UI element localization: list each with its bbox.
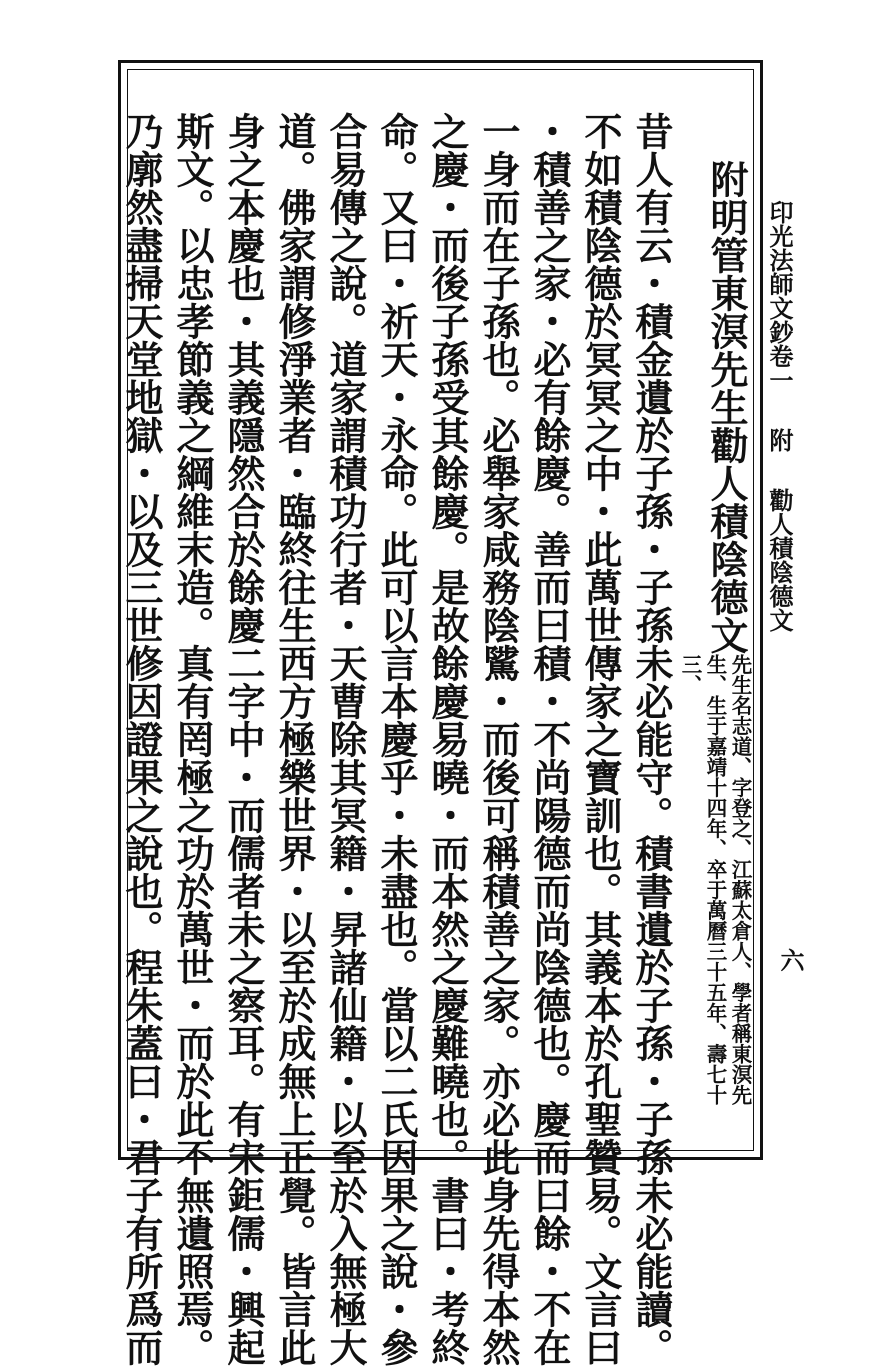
text-column: 道。佛家謂修淨業者・臨終往生西方極樂世界・以至於成無上正覺。皆言此 bbox=[272, 112, 317, 1366]
text-column: 斯文。以忠孝節義之綱維末造。真有罔極之功於萬世・而於此不無遺照焉。 bbox=[170, 112, 215, 1366]
text-column: 合易傳之說。道家謂積功行者・天曹除其冥籍・昇諸仙籍・以至於入無極大 bbox=[323, 112, 368, 1366]
page-number: 六 bbox=[776, 948, 805, 972]
chapter-title: 勸人積陰德文 bbox=[765, 488, 794, 632]
text-column: 不如積陰德於冥冥之中・此萬世傳家之寶訓也。其義本於孔聖贊易。文言曰 bbox=[578, 112, 623, 1366]
text-column: ・積善之家・必有餘慶。善而曰積・不尚陽德而尚陰德也。慶而曰餘・不在 bbox=[527, 112, 572, 1366]
text-column: 一身而在子孫也。必舉家咸務陰騭・而後可稱積善之家。亦必此身先得本然 bbox=[476, 112, 521, 1366]
author-note: 先生名志道、字登之、江蘇太倉人、學者稱東溟先生、生于嘉靖十四年、卒于萬曆三十五年、壽七十三、 bbox=[678, 654, 752, 1105]
text-column: 身之本慶也・其義隱然合於餘慶二字中・而儒者未之察耳。有宋鉅儒・興起 bbox=[221, 112, 266, 1366]
essay-title: 附明管東溟先生勸人積陰德文 bbox=[704, 160, 749, 654]
book-title: 印光法師文鈔卷一 bbox=[765, 200, 794, 392]
text-column: 之慶・而後子孫受其餘慶。是故餘慶易曉・而本然之慶難曉也。書曰・考終 bbox=[425, 112, 470, 1366]
section-label: 附 bbox=[765, 428, 794, 452]
text-column: 乃廓然盡掃天堂地獄・以及三世修因證果之說也。程朱蓋曰・君子有所爲而 bbox=[119, 112, 164, 1366]
essay-body bbox=[119, 112, 752, 1366]
running-header bbox=[764, 200, 794, 632]
essay-title-column bbox=[677, 112, 752, 1152]
text-column: 昔人有云・積金遺於子孫・子孫未必能守。積書遺於子孫・子孫未必能讀。 bbox=[629, 112, 674, 1366]
text-column: 命。又曰・祈天・永命。此可以言本慶乎・未盡也。當以二氏因果之說・參 bbox=[374, 112, 419, 1366]
